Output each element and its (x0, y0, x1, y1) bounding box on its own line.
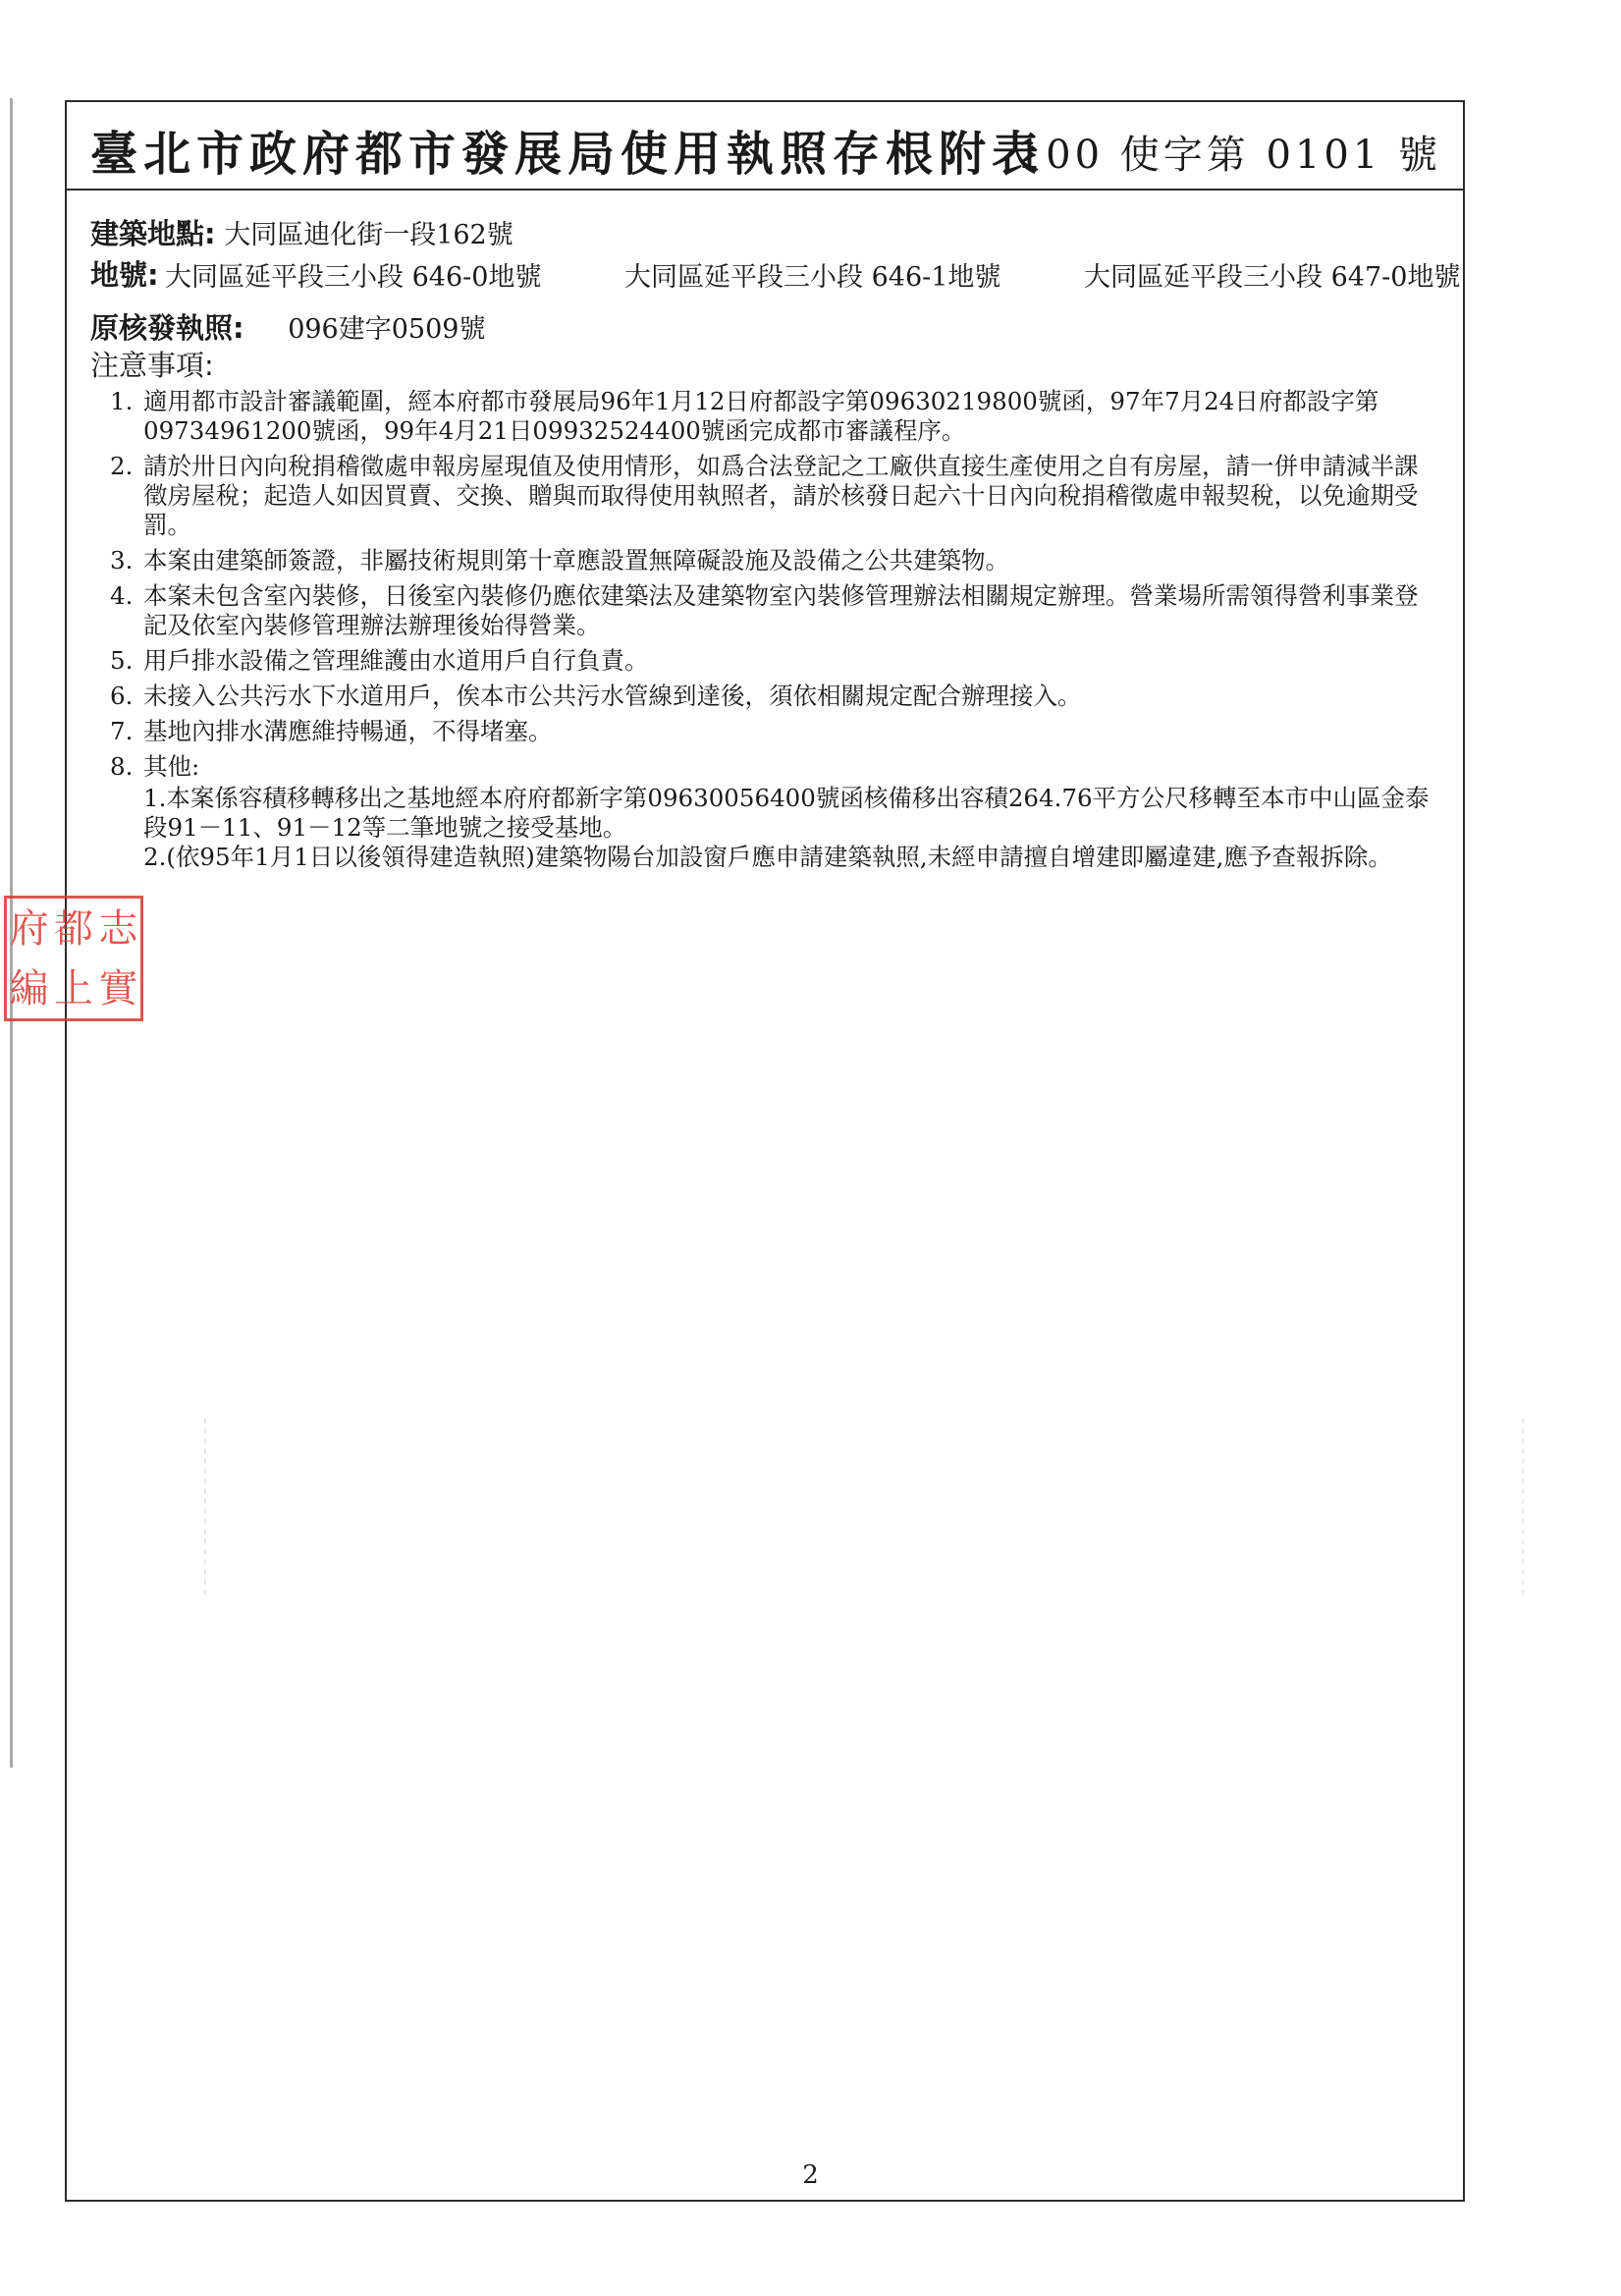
other-note-1: 1.本案係容積移轉移出之基地經本府府都新字第09630056400號函核備移出容積264.76平方公尺移轉至本市中山區金泰段91－11、91－12等二筆地號之接受基地。 (143, 784, 1430, 842)
seal-char: 實 (98, 965, 138, 1011)
seal-char: 編 (9, 965, 49, 1011)
address-label: 建築地點: (90, 217, 216, 250)
notes-list (110, 387, 1441, 878)
address-value: 大同區迪化街一段162號 (224, 220, 513, 250)
original-permit-row (90, 306, 485, 347)
seal-char: 都 (53, 905, 93, 952)
lot-number-3: 大同區延平段三小段 647-0地號 (1084, 262, 1461, 293)
lot-label: 地號: (90, 258, 159, 292)
seal-char: 志 (98, 905, 138, 952)
original-permit-label: 原核發執照: (90, 311, 244, 345)
list-item: 6. 未接入公共污水下水道用戶，俟本市公共污水管線到達後，須依相關規定配合辦理接入。 (110, 682, 1082, 710)
list-item: 2. 請於卅日內向稅捐稽徵處申報房屋現值及使用情形，如爲合法登記之工廠供直接生產使用之自有房屋，請一併申請減半課徵房屋稅；起造人如因買賣、交換、贈與而取得使用執照者，請於核發日起六十日內向稅捐稽徵處申報契稅，以免逾期受罰。 (110, 452, 1419, 539)
notes-heading: 注意事項: (90, 349, 214, 382)
list-item: 3. 本案由建築師簽證，非屬技術規則第十章應設置無障礙設施及設備之公共建築物。 (110, 546, 1009, 574)
other-note-2: 2.(依95年1月1日以後領得建造執照)建築物陽台加設窗戶應申請建築執照,未經申請擅自增建即屬違建,應予查報拆除。 (143, 843, 1392, 871)
document-frame (65, 100, 1465, 2202)
list-item: 8. 其他: 1.本案係容積移轉移出之基地經本府府都新字第09630056400號函核備移出容積264.76平方公尺移轉至本市中山區金泰段91－11、91－12等二筆地號之接受基地。 2.(依95年1月1日以後領得建造執照)建築物陽台加設窗戶應申請建築執照,未經申請擅自增建即屬違建,應予查報拆除。 (110, 752, 1441, 872)
lot-number-1: 大同區延平段三小段 646-0地號 (165, 262, 542, 293)
other-notes (143, 784, 1441, 872)
seal-char: 府 (9, 905, 49, 952)
faded-background-text (204, 1418, 1524, 1595)
seal-char: 上 (53, 965, 93, 1011)
page-number: 2 (802, 2160, 819, 2190)
document-title: 臺北市政府都市發展局使用執照存根附表 (90, 127, 1046, 182)
lot-number-2: 大同區延平段三小段 646-1地號 (624, 262, 1001, 293)
list-item: 4. 本案未包含室內裝修，日後室內裝修仍應依建築法及建築物室內裝修管理辦法相關規定辦理。營業場所需領得營利事業登記及依室內裝修管理辦法辦理後始得營業。 (110, 581, 1419, 639)
lot-label-row (90, 253, 159, 294)
original-permit-value: 096建字0509號 (288, 314, 486, 345)
official-seal (4, 896, 143, 1021)
address-row (90, 212, 513, 252)
list-item: 5. 用戶排水設備之管理維護由水道用戶自行負責。 (110, 646, 649, 675)
permit-number: 100 使字第 0101 號 (1016, 133, 1441, 178)
list-item: 7. 基地內排水溝應維持暢通，不得堵塞。 (110, 717, 553, 745)
list-item: 1. 適用都市設計審議範圍，經本府都市發展局96年1月12日府都設字第09630219800號函，97年7月24日府都設字第09734961200號函，99年4月21日09932524400號函完成都市審議程序。 (110, 387, 1379, 445)
title-bar (67, 102, 1463, 191)
